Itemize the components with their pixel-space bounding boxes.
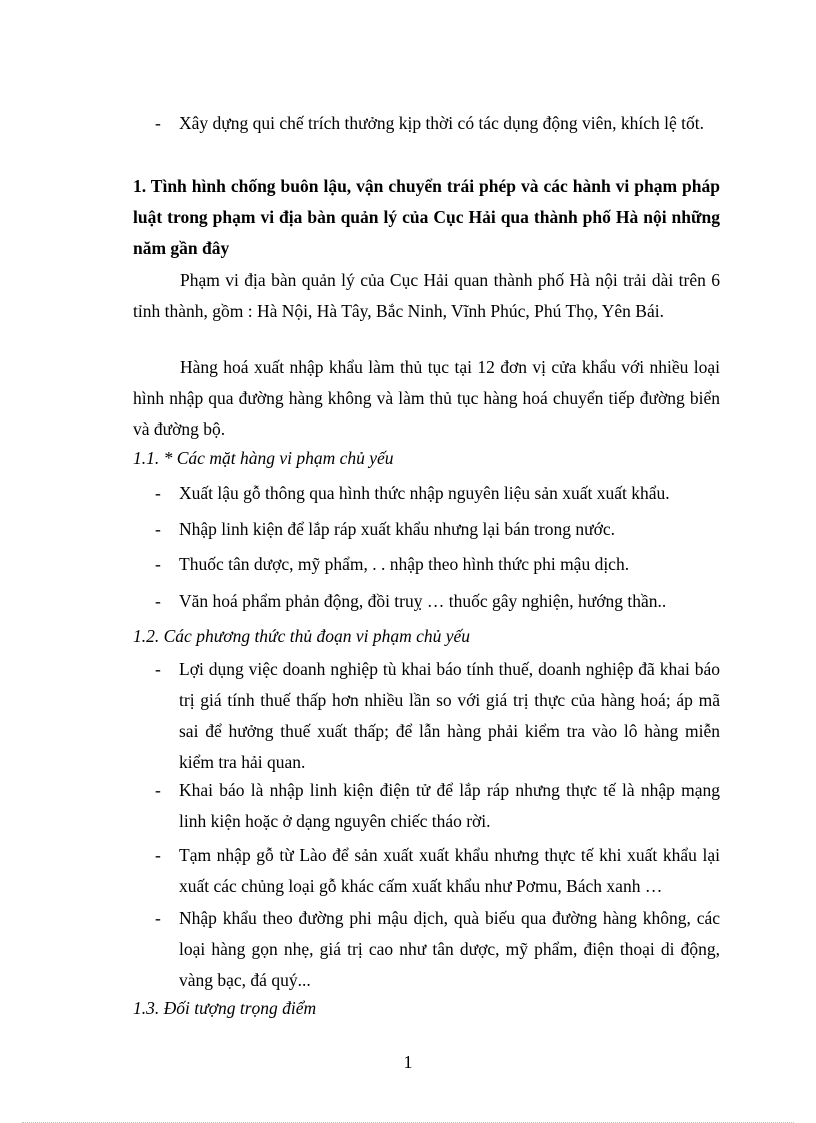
subsection-title: 1.1. * Các mặt hàng vi phạm chủ yếu <box>133 448 394 468</box>
bullet-dash: - <box>155 908 161 928</box>
bullet-dash: - <box>155 519 161 539</box>
paragraph: Hàng hoá xuất nhập khẩu làm thủ tục tại 12 đơn vị cửa khẩu với nhiều loại hình nhập qua đường hàng không và làm thủ tục hàng hoá chuyển tiếp đường biển và đường bộ. <box>133 357 720 439</box>
page-number: 1 <box>403 1052 413 1072</box>
bullet-text: Thuốc tân dược, mỹ phẩm, . . nhập theo hình thức phi mậu dịch. <box>179 554 630 574</box>
section-heading: 1. Tình hình chống buôn lậu, vận chuyển trái phép và các hành vi phạm pháp luật trong phạm vi địa bàn quản lý của Cục Hải qua thành phố Hà nội những năm gần đây <box>133 176 720 258</box>
bullet-text: Nhập linh kiện để lắp ráp xuất khẩu nhưng lại bán trong nước. <box>179 519 615 539</box>
bullet-dash: - <box>155 591 161 611</box>
bullet-dash: - <box>155 780 161 800</box>
paragraph: Phạm vi địa bàn quản lý của Cục Hải quan thành phố Hà nội trải dài trên 6 tỉnh thành, gồm : Hà Nội, Hà Tây, Bắc Ninh, Vĩnh Phúc, Phú Thọ, Yên Bái. <box>133 270 720 321</box>
bullet-text: Lợi dụng việc doanh nghiệp tù khai báo tính thuế, doanh nghiệp đã khai báo trị giá tính thuế thấp hơn nhiều lần so với giá trị thực của hàng hoá; áp mã sai để hưởng thuế xuất thấp; để lẫn hàng phải kiểm tra vào lô hàng miễn kiểm tra hải quan. <box>179 659 720 772</box>
bullet-text: Xuất lậu gỗ thông qua hình thức nhập nguyên liệu sản xuất xuất khẩu. <box>179 483 670 503</box>
bullet-dash: - <box>155 659 161 679</box>
bullet-text: Tạm nhập gỗ từ Lào để sản xuất xuất khẩu nhưng thực tế khi xuất khẩu lại xuất các chủng loại gỗ khác cấm xuất khẩu như Pơmu, Bách xanh … <box>179 845 720 896</box>
bullet-dash: - <box>155 554 161 574</box>
bullet-text: Văn hoá phẩm phản động, đồi truỵ … thuốc gây nghiện, hướng thần.. <box>179 591 667 611</box>
bullet-text: Khai báo là nhập linh kiện điện tử để lắp ráp nhưng thực tế là nhập mạng linh kiện hoặc ở dạng nguyên chiếc tháo rời. <box>179 780 720 831</box>
bullet-dash: - <box>155 483 161 503</box>
subsection-title: 1.2. Các phương thức thủ đoạn vi phạm chủ yếu <box>133 626 471 646</box>
bullet-text: Nhập khẩu theo đường phi mậu dịch, quà biếu qua đường hàng không, các loại hàng gọn nhẹ, giá trị cao như tân dược, mỹ phẩm, điện thoại di động, vàng bạc, đá quý... <box>179 908 720 990</box>
bullet-text: Xây dựng qui chế trích thưởng kịp thời có tác dụng động viên, khích lệ tốt. <box>179 113 704 133</box>
bullet-dash: - <box>155 113 161 133</box>
subsection-title: 1.3. Đối tượng trọng điểm <box>133 998 317 1018</box>
bullet-dash: - <box>155 845 161 865</box>
